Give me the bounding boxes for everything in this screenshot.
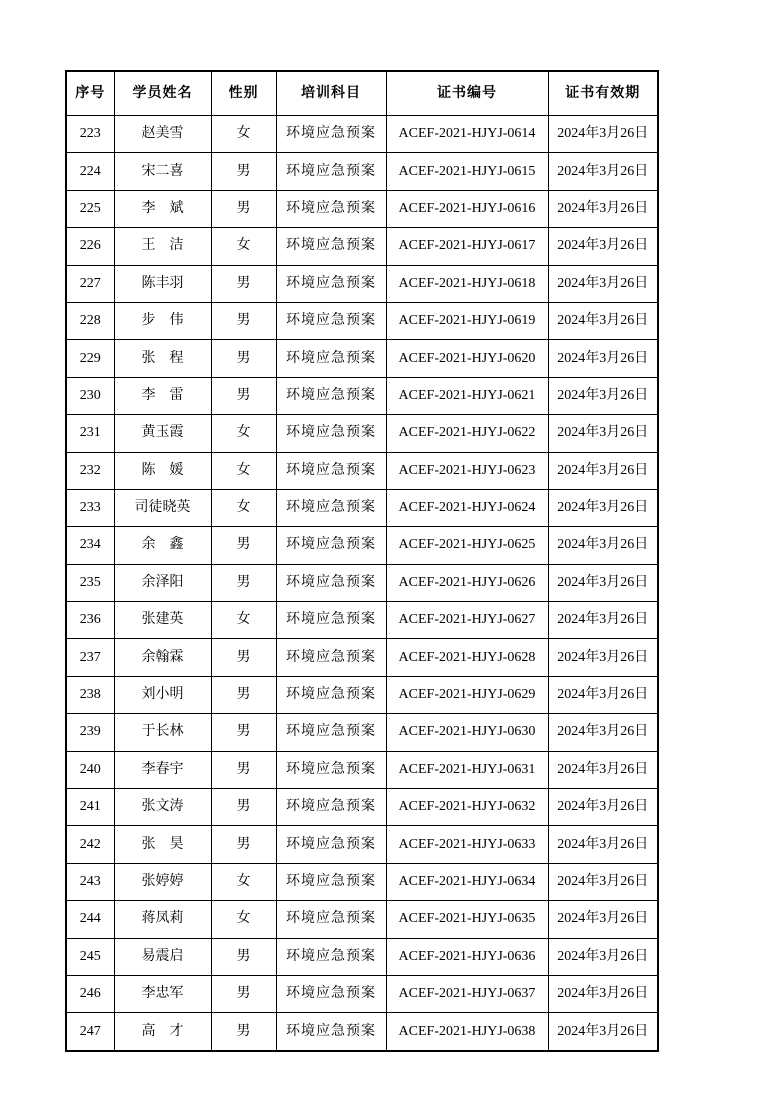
table-row — [66, 153, 658, 190]
cell-certificate-number: ACEF-2021-HJYJ-0630 — [386, 714, 548, 751]
cell-certificate-number: ACEF-2021-HJYJ-0618 — [386, 265, 548, 302]
cell-serial-number: 229 — [66, 340, 114, 377]
table-row — [66, 938, 658, 975]
cell-training-subject: 环境应急预案 — [276, 564, 386, 601]
cell-gender: 女 — [211, 901, 276, 938]
cell-certificate-validity: 2024年3月26日 — [548, 975, 658, 1012]
cell-training-subject: 环境应急预案 — [276, 228, 386, 265]
cell-certificate-validity: 2024年3月26日 — [548, 751, 658, 788]
cell-student-name: 宋二喜 — [114, 153, 211, 190]
cell-certificate-number: ACEF-2021-HJYJ-0628 — [386, 639, 548, 676]
cell-certificate-validity: 2024年3月26日 — [548, 714, 658, 751]
table-row — [66, 901, 658, 938]
cell-serial-number: 244 — [66, 901, 114, 938]
table-row — [66, 602, 658, 639]
cell-serial-number: 236 — [66, 602, 114, 639]
header-serial-number: 序号 — [66, 71, 114, 116]
cell-certificate-number: ACEF-2021-HJYJ-0632 — [386, 789, 548, 826]
cell-certificate-validity: 2024年3月26日 — [548, 564, 658, 601]
cell-certificate-validity: 2024年3月26日 — [548, 863, 658, 900]
cell-certificate-validity: 2024年3月26日 — [548, 602, 658, 639]
cell-certificate-validity: 2024年3月26日 — [548, 340, 658, 377]
cell-gender: 女 — [211, 415, 276, 452]
cell-serial-number: 235 — [66, 564, 114, 601]
table-row — [66, 975, 658, 1012]
cell-training-subject: 环境应急预案 — [276, 826, 386, 863]
header-student-name: 学员姓名 — [114, 71, 211, 116]
cell-student-name: 张婷婷 — [114, 863, 211, 900]
cell-gender: 男 — [211, 639, 276, 676]
cell-serial-number: 228 — [66, 302, 114, 339]
cell-student-name: 李春宇 — [114, 751, 211, 788]
cell-certificate-number: ACEF-2021-HJYJ-0616 — [386, 190, 548, 227]
cell-serial-number: 225 — [66, 190, 114, 227]
cell-student-name: 余 鑫 — [114, 527, 211, 564]
cell-serial-number: 232 — [66, 452, 114, 489]
cell-certificate-validity: 2024年3月26日 — [548, 302, 658, 339]
table-row — [66, 676, 658, 713]
cell-training-subject: 环境应急预案 — [276, 452, 386, 489]
cell-student-name: 司徒晓英 — [114, 489, 211, 526]
cell-serial-number: 233 — [66, 489, 114, 526]
cell-gender: 男 — [211, 527, 276, 564]
cell-training-subject: 环境应急预案 — [276, 938, 386, 975]
table-row — [66, 340, 658, 377]
cell-training-subject: 环境应急预案 — [276, 153, 386, 190]
cell-gender: 男 — [211, 751, 276, 788]
table-row — [66, 228, 658, 265]
cell-gender: 男 — [211, 714, 276, 751]
cell-serial-number: 231 — [66, 415, 114, 452]
cell-training-subject: 环境应急预案 — [276, 302, 386, 339]
table-row — [66, 415, 658, 452]
table-row — [66, 527, 658, 564]
cell-training-subject: 环境应急预案 — [276, 1013, 386, 1051]
cell-student-name: 于长林 — [114, 714, 211, 751]
table-row — [66, 302, 658, 339]
cell-gender: 女 — [211, 602, 276, 639]
cell-student-name: 易震启 — [114, 938, 211, 975]
cell-training-subject: 环境应急预案 — [276, 901, 386, 938]
cell-certificate-number: ACEF-2021-HJYJ-0625 — [386, 527, 548, 564]
table-row — [66, 863, 658, 900]
cell-student-name: 黄玉霞 — [114, 415, 211, 452]
table-row — [66, 489, 658, 526]
cell-serial-number: 227 — [66, 265, 114, 302]
cell-certificate-number: ACEF-2021-HJYJ-0620 — [386, 340, 548, 377]
cell-student-name: 陈丰羽 — [114, 265, 211, 302]
cell-gender: 女 — [211, 116, 276, 153]
cell-serial-number: 245 — [66, 938, 114, 975]
cell-certificate-number: ACEF-2021-HJYJ-0634 — [386, 863, 548, 900]
cell-gender: 男 — [211, 975, 276, 1012]
cell-student-name: 余泽阳 — [114, 564, 211, 601]
cell-gender: 男 — [211, 676, 276, 713]
cell-student-name: 张 程 — [114, 340, 211, 377]
cell-certificate-number: ACEF-2021-HJYJ-0619 — [386, 302, 548, 339]
cell-student-name: 刘小明 — [114, 676, 211, 713]
cell-training-subject: 环境应急预案 — [276, 676, 386, 713]
certificate-table — [65, 70, 659, 1052]
cell-certificate-validity: 2024年3月26日 — [548, 527, 658, 564]
cell-certificate-validity: 2024年3月26日 — [548, 826, 658, 863]
cell-gender: 女 — [211, 452, 276, 489]
cell-student-name: 李 雷 — [114, 377, 211, 414]
cell-training-subject: 环境应急预案 — [276, 863, 386, 900]
header-certificate-number: 证书编号 — [386, 71, 548, 116]
cell-certificate-number: ACEF-2021-HJYJ-0622 — [386, 415, 548, 452]
cell-certificate-validity: 2024年3月26日 — [548, 938, 658, 975]
cell-student-name: 张文涛 — [114, 789, 211, 826]
cell-training-subject: 环境应急预案 — [276, 489, 386, 526]
cell-certificate-number: ACEF-2021-HJYJ-0626 — [386, 564, 548, 601]
cell-certificate-number: ACEF-2021-HJYJ-0631 — [386, 751, 548, 788]
cell-training-subject: 环境应急预案 — [276, 116, 386, 153]
cell-certificate-number: ACEF-2021-HJYJ-0633 — [386, 826, 548, 863]
cell-student-name: 赵美雪 — [114, 116, 211, 153]
cell-gender: 男 — [211, 826, 276, 863]
cell-training-subject: 环境应急预案 — [276, 975, 386, 1012]
cell-training-subject: 环境应急预案 — [276, 789, 386, 826]
cell-gender: 男 — [211, 153, 276, 190]
table-row — [66, 190, 658, 227]
cell-certificate-number: ACEF-2021-HJYJ-0627 — [386, 602, 548, 639]
cell-gender: 男 — [211, 302, 276, 339]
cell-certificate-number: ACEF-2021-HJYJ-0624 — [386, 489, 548, 526]
cell-serial-number: 246 — [66, 975, 114, 1012]
cell-certificate-number: ACEF-2021-HJYJ-0637 — [386, 975, 548, 1012]
cell-student-name: 张建英 — [114, 602, 211, 639]
cell-certificate-number: ACEF-2021-HJYJ-0623 — [386, 452, 548, 489]
cell-certificate-validity: 2024年3月26日 — [548, 377, 658, 414]
cell-gender: 男 — [211, 265, 276, 302]
cell-certificate-validity: 2024年3月26日 — [548, 789, 658, 826]
cell-training-subject: 环境应急预案 — [276, 602, 386, 639]
cell-gender: 男 — [211, 377, 276, 414]
header-training-subject: 培训科目 — [276, 71, 386, 116]
table-row — [66, 452, 658, 489]
cell-student-name: 步 伟 — [114, 302, 211, 339]
table-body — [66, 116, 658, 1051]
cell-training-subject: 环境应急预案 — [276, 751, 386, 788]
table-row — [66, 751, 658, 788]
cell-student-name: 王 洁 — [114, 228, 211, 265]
cell-certificate-number: ACEF-2021-HJYJ-0617 — [386, 228, 548, 265]
cell-certificate-validity: 2024年3月26日 — [548, 153, 658, 190]
cell-student-name: 余翰霖 — [114, 639, 211, 676]
cell-training-subject: 环境应急预案 — [276, 265, 386, 302]
cell-certificate-validity: 2024年3月26日 — [548, 228, 658, 265]
cell-gender: 女 — [211, 228, 276, 265]
cell-certificate-validity: 2024年3月26日 — [548, 415, 658, 452]
cell-certificate-validity: 2024年3月26日 — [548, 116, 658, 153]
table-row — [66, 116, 658, 153]
cell-serial-number: 237 — [66, 639, 114, 676]
cell-training-subject: 环境应急预案 — [276, 377, 386, 414]
cell-certificate-validity: 2024年3月26日 — [548, 676, 658, 713]
header-gender: 性别 — [211, 71, 276, 116]
table-row — [66, 826, 658, 863]
cell-serial-number: 226 — [66, 228, 114, 265]
table-row — [66, 377, 658, 414]
cell-certificate-validity: 2024年3月26日 — [548, 901, 658, 938]
cell-serial-number: 238 — [66, 676, 114, 713]
cell-serial-number: 223 — [66, 116, 114, 153]
cell-serial-number: 243 — [66, 863, 114, 900]
cell-certificate-number: ACEF-2021-HJYJ-0638 — [386, 1013, 548, 1051]
cell-certificate-number: ACEF-2021-HJYJ-0635 — [386, 901, 548, 938]
table-row — [66, 564, 658, 601]
cell-student-name: 高 才 — [114, 1013, 211, 1051]
cell-gender: 男 — [211, 564, 276, 601]
cell-serial-number: 240 — [66, 751, 114, 788]
table-row — [66, 1013, 658, 1051]
cell-gender: 男 — [211, 938, 276, 975]
cell-serial-number: 241 — [66, 789, 114, 826]
header-certificate-validity: 证书有效期 — [548, 71, 658, 116]
cell-certificate-number: ACEF-2021-HJYJ-0636 — [386, 938, 548, 975]
cell-certificate-number: ACEF-2021-HJYJ-0621 — [386, 377, 548, 414]
cell-student-name: 陈 媛 — [114, 452, 211, 489]
cell-training-subject: 环境应急预案 — [276, 527, 386, 564]
cell-gender: 男 — [211, 340, 276, 377]
table-header — [66, 71, 658, 116]
cell-training-subject: 环境应急预案 — [276, 190, 386, 227]
cell-serial-number: 224 — [66, 153, 114, 190]
cell-certificate-validity: 2024年3月26日 — [548, 489, 658, 526]
cell-gender: 男 — [211, 789, 276, 826]
cell-serial-number: 242 — [66, 826, 114, 863]
cell-student-name: 李忠军 — [114, 975, 211, 1012]
cell-student-name: 张 昊 — [114, 826, 211, 863]
cell-serial-number: 247 — [66, 1013, 114, 1051]
cell-gender: 男 — [211, 190, 276, 227]
cell-student-name: 李 斌 — [114, 190, 211, 227]
cell-certificate-validity: 2024年3月26日 — [548, 190, 658, 227]
header-row — [66, 71, 658, 116]
cell-certificate-number: ACEF-2021-HJYJ-0615 — [386, 153, 548, 190]
cell-certificate-validity: 2024年3月26日 — [548, 1013, 658, 1051]
cell-certificate-number: ACEF-2021-HJYJ-0614 — [386, 116, 548, 153]
cell-training-subject: 环境应急预案 — [276, 340, 386, 377]
cell-gender: 男 — [211, 1013, 276, 1051]
cell-serial-number: 234 — [66, 527, 114, 564]
cell-gender: 女 — [211, 863, 276, 900]
table-row — [66, 639, 658, 676]
cell-training-subject: 环境应急预案 — [276, 415, 386, 452]
cell-training-subject: 环境应急预案 — [276, 714, 386, 751]
cell-certificate-validity: 2024年3月26日 — [548, 452, 658, 489]
cell-gender: 女 — [211, 489, 276, 526]
cell-student-name: 蒋凤莉 — [114, 901, 211, 938]
cell-serial-number: 239 — [66, 714, 114, 751]
table-row — [66, 714, 658, 751]
cell-certificate-validity: 2024年3月26日 — [548, 265, 658, 302]
cell-training-subject: 环境应急预案 — [276, 639, 386, 676]
cell-certificate-validity: 2024年3月26日 — [548, 639, 658, 676]
cell-serial-number: 230 — [66, 377, 114, 414]
table-row — [66, 265, 658, 302]
table-row — [66, 789, 658, 826]
cell-certificate-number: ACEF-2021-HJYJ-0629 — [386, 676, 548, 713]
